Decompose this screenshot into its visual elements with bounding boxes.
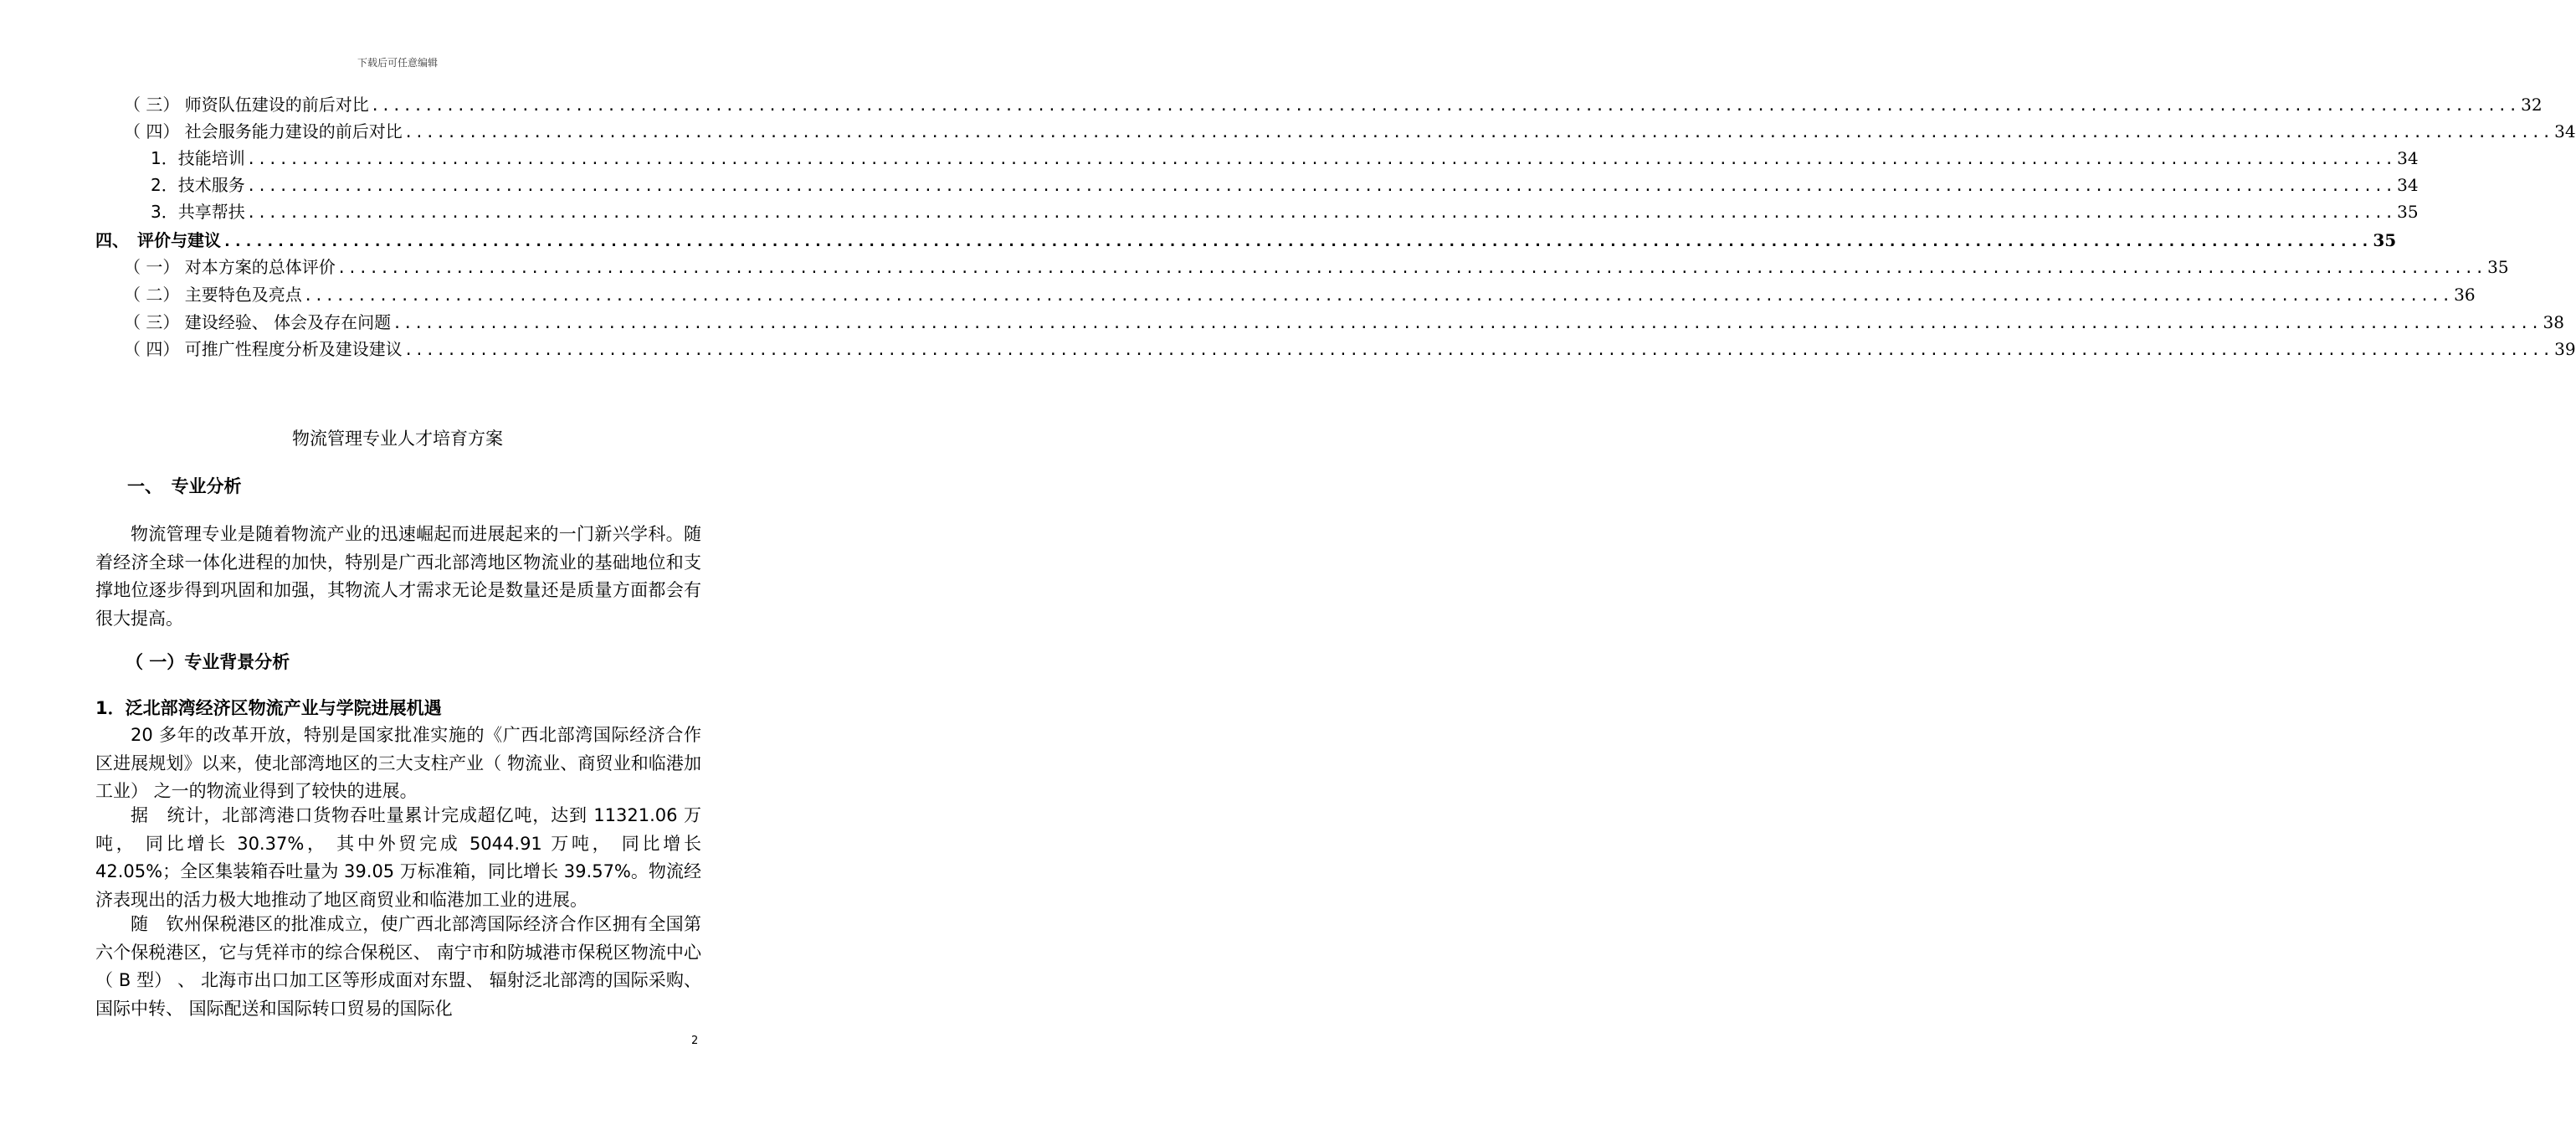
toc-leader-dots: ........................................................................................................................................................................................................ [246,177,2396,195]
toc-entry-label: 四、 评价与建议 [95,230,221,250]
toc-entry-label: 2．技术服务 [151,175,245,195]
toc-leader-dots: ........................................................................................................................................................................................................ [403,342,2553,359]
toc-entry-page: 32 [2521,95,2543,115]
toc-entry-page: 35 [2373,230,2397,250]
toc-entry-page: 39 [2554,339,2576,359]
toc-entry[interactable] [0,336,2576,362]
page-header: 下载后可任意编辑 [357,57,438,69]
toc-leader-dots: ........................................................................................................................................................................................................ [393,315,2542,332]
toc-entry-page: 35 [2487,257,2509,277]
toc-entry-label: （ 二） 主要特色及亮点 [124,285,302,305]
toc-entry-label: （ 四） 可推广性程度分析及建设建议 [124,339,403,359]
toc-entry-page: 34 [2397,175,2419,195]
toc-leader-dots: ........................................................................................................................................................................................................ [246,151,2396,168]
toc-leader-dots: ........................................................................................................................................................................................................ [336,259,2486,277]
page-number: 2 [691,1035,699,1047]
body-paragraph-2: 据 统计，北部湾港口货物吞吐量累计完成超亿吨，达到 11321.06 万吨， 同比增长 30.37%， 其中外贸完成 5044.91 万吨， 同比增长42.05%；全区集装箱吞吐量为 39.05 万标准箱，同比增长 39.57%。物流经济表现出的活力极大地推动了地区商贸业和临港加工业的进展。 [95,805,701,910]
toc-leader-dots: ........................................................................................................................................................................................................ [403,124,2553,141]
toc-leader-dots: ........................................................................................................................................................................................................ [303,287,2453,305]
toc-entry-page: 36 [2454,285,2476,305]
toc-leader-dots: ........................................................................................................................................................................................................ [370,97,2520,115]
toc-entry-label: （ 四） 社会服务能力建设的前后对比 [124,121,403,141]
toc-entry[interactable] [0,118,2576,145]
toc-entry-label: （ 一） 对本方案的总体评价 [124,257,336,277]
toc-entry[interactable] [0,91,2543,118]
toc-leader-dots: ........................................................................................................................................................................................................ [223,233,2372,250]
toc-entry-page: 35 [2397,202,2419,222]
section-heading-professional-analysis: 一、 专业分析 [127,476,242,496]
toc-entry-label: （ 三） 建设经验、 体会及存在问题 [124,312,392,332]
toc-entry-page: 34 [2554,121,2576,141]
toc-entry[interactable] [0,281,2476,308]
body-paragraph-3: 随 钦州保税港区的批准成立，使广西北部湾国际经济合作区拥有全国第六个保税港区，它与凭祥市的综合保税区、 南宁市和防城港市保税区物流中心（ B 型） 、 北海市出口加工区等形成面对东盟、 辐射泛北部湾的国际采购、 国际中转、 国际配送和国际转口贸易的国际化 [95,914,701,1019]
toc-entry[interactable] [0,254,2509,280]
toc-entry-page: 38 [2543,312,2564,332]
body-paragraph-1: 20 多年的改革开放，特别是国家批准实施的《广西北部湾国际经济合作区进展规划》以来，使北部湾地区的三大支柱产业（ 物流业、商贸业和临港加工业） 之一的物流业得到了较快的进展。 [95,725,701,801]
intro-paragraph: 物流管理专业是随着物流产业的迅速崛起而进展起来的一门新兴学科。随着经济全球一体化进程的加快，特别是广西北部湾地区物流业的基础地位和支撑地位逐步得到巩固和加强，其物流人才需求无论是数量还是质量方面都会有很大提高。 [95,524,701,629]
toc-entry[interactable] [0,198,2419,225]
subsection-heading-background: （ 一）专业背景分析 [126,652,290,672]
item-heading-opportunity: 1．泛北部湾经济区物流产业与学院进展机遇 [95,698,442,718]
toc-entry-label: 3．共享帮扶 [151,202,245,222]
toc-entry[interactable] [0,172,2419,198]
toc-entry[interactable] [0,227,2397,254]
toc-entry-page: 34 [2397,148,2419,168]
toc-entry-label: 1．技能培训 [151,148,245,168]
toc-leader-dots: ........................................................................................................................................................................................................ [246,204,2396,222]
toc-entry-label: （ 三） 师资队伍建设的前后对比 [124,95,369,115]
toc-entry[interactable] [0,145,2419,172]
toc-entry[interactable] [0,309,2564,336]
document-title: 物流管理专业人才培育方案 [292,429,503,449]
